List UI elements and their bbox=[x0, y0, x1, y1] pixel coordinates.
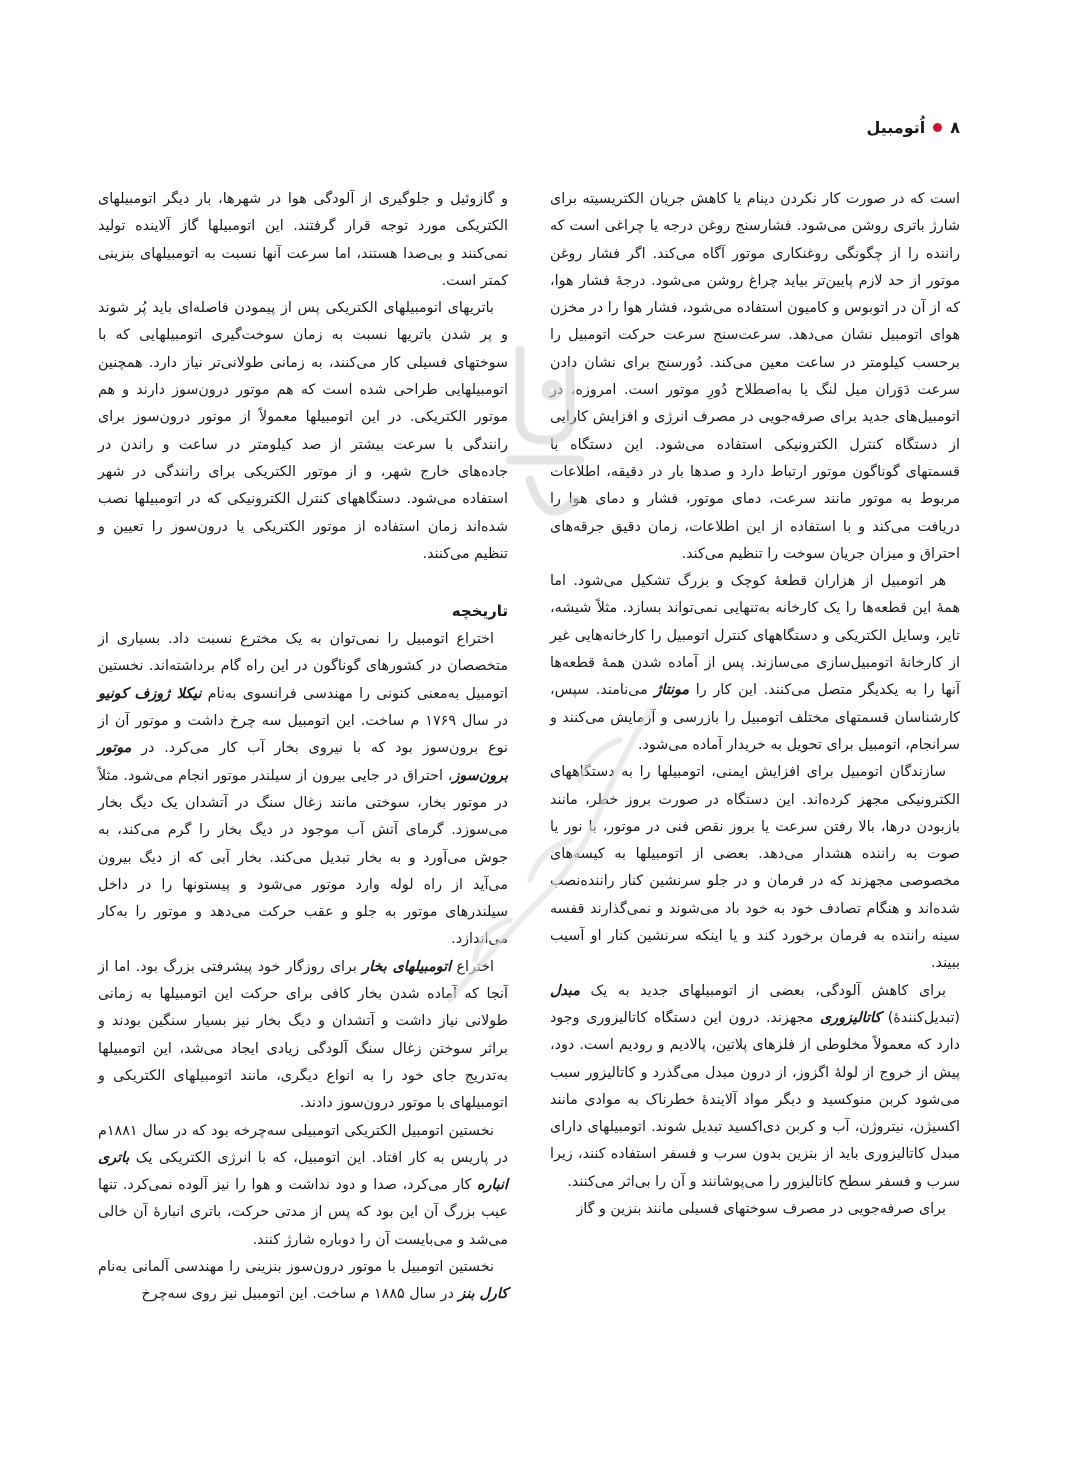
paragraph: و گازوئیل و جلوگیری از آلودگی هوا در شهرها، بار دیگر اتومبیلهای الکتریکی مورد توجه قرار گرفتند. این اتومبیلها گاز آلاینده تولید نمی‌کنند و بی‌صدا هستند، اما سرعت آنها نسبت به اتومبیلهای بنزینی کمتر است. bbox=[98, 191, 508, 289]
bold-term: مبدل bbox=[550, 982, 580, 999]
bold-term: اتومبیلهای بخار bbox=[362, 958, 452, 975]
bold-term: موتور برون‌سوز bbox=[98, 740, 508, 784]
page-header bbox=[866, 118, 960, 137]
paragraph: هر اتومبیل از هزاران قطعهٔ کوچک و بزرگ تشکیل می‌شود. اما همهٔ این قطعه‌ها را یک کارخانه به‌تنهایی نمی‌تواند بسازد. مثلاً شیشه، تایر، وسایل الکتریکی و دستگاههای کنترل اتومبیل را کارخانه‌هایی غیر از کارخانهٔ اتومبیل‌سازی می‌سازند. پس از آماده شدن همهٔ قطعه‌ها آنها را به یکدیگر متصل می‌کنند. این کار را مونتاژ می‌نامند. سپس، کارشناسان قسمتهای مختلف اتومبیل را بازرسی و آزمایش می‌کنند و سرانجام، اتومبیل برای تحویل به خریدار آماده می‌شود. bbox=[550, 573, 961, 753]
paragraph: باتریهای اتومبیلهای الکتریکی پس از پیمودن فاصله‌ای باید پُر شوند و پر شدن باتریها نسبت به زمان سوخت‌گیری اتومبیلهایی که با سوختهای فسیلی کار می‌کنند، به زمانی طولانی‌تر نیاز دارد. همچنین اتومبیلهایی طراحی شده است که هم موتور درون‌سوز دارند و هم موتور الکتریکی. در این اتومبیلها معمولاً از موتور درون‌سوز برای رانندگی با سرعت بیشتر از صد کیلومتر در ساعت و راندن در جاده‌های خارج شهر، و از موتور الکتریکی برای رانندگی در شهر استفاده می‌شود. دستگاههای کنترل الکترونیکی که در اتومبیلها نصب شده‌اند زمان استفاده از موتور الکتریکی یا درون‌سوز را تعیین و تنظیم می‌کنند. bbox=[98, 300, 508, 562]
bold-term: مونتاژ bbox=[654, 682, 690, 699]
header-dot-icon bbox=[933, 123, 942, 132]
paragraph: اختراع اتومبیلهای بخار برای روزگار خود پیشرفتی بزرگ بود. اما از آنجا که آماده شدن بخار کافی برای حرکت این اتومبیلها به زمانی طولانی نیاز داشت و آتشدان و دیگ بخار نیز بسیار سنگین بودند و براثر سوختن زغال سنگ آلودگی زیادی ایجاد می‌شد، این اتومبیلها به‌تدریج جای خود را به انواع دیگری، مانند اتومبیلهای الکتریکی و اتومبیلهای با موتور درون‌سوز دادند. bbox=[98, 958, 508, 1112]
section-heading: تاریخچه bbox=[451, 602, 508, 621]
paragraph: اختراع اتومبیل را نمی‌توان به یک مخترع نسبت داد. بسیاری از متخصصان در کشورهای گوناگون در این راه گام برداشته‌اند. نخستین اتومبیل به‌معنی کنونی را مهندسی فرانسوی به‌نام نیکلا ژوزف کونیو در سال ۱۷۶۹ م ساخت. این اتومبیل سه چرخ داشت و موتور آن از نوع برون‌سوز بود که با نیروی بخار آب کار می‌کرد. در موتور برون‌سوز، احتراق در جایی بیرون از سیلندر موتور انجام می‌شود. مثلاً در موتور بخار، سوختی مانند زغال سنگ در آتشدان یک دیگ بخار می‌سوزد. گرمای آتش آب موجود در دیگ بخار را گرم می‌کند، به جوش می‌آورد و به بخار تبدیل می‌کند. بخار آبی که از دیگ بیرون می‌آید از راه لوله وارد موتور می‌شود و پیستونها را در داخل سیلندرهای موتور به جلو و عقب حرکت می‌دهد و موتور را به‌کار می‌اندازد. bbox=[98, 631, 508, 948]
paragraph: است که در صورت کار نکردن دینام یا کاهش جریان الکتریسیته برای شارژ باتری روشن می‌شود. فشارسنج روغن درجه یا چراغی است که راننده را از چگونگی روغنکاری موتور آگاه می‌کند. اگر فشار روغن موتور از حد لازم پایین‌تر بیاید چراغ روشن می‌شود. درجهٔ فشار هوا، که از آن در اتوبوس و کامیون استفاده می‌شود، فشار هوا را در مخزن هوای اتومبیل نشان می‌دهد. سرعت‌سنج سرعت حرکت اتومبیل را برحسب کیلومتر در ساعت معین می‌کند. دُورسنج برای نشان دادن سرعت دَوَران میل لنگ یا به‌اصطلاح دُورِ موتور است. امروزه، در اتومبیل‌های جدید برای صرفه‌جویی در مصرف انرژی و افزایش کارایی از دستگاه کنترل الکترونیکی استفاده می‌شود. این دستگاه با قسمتهای گوناگون موتور ارتباط دارد و صدها بار در دقیقه، اطلاعات مربوط به موتور مانند سرعت، دمای موتور، فشار و دمای هوا را دریافت می‌کند و با استفاده از این اطلاعات، زمان دقیق جرقه‌های احتراق و میزان جریان سوخت را تنظیم می‌کند. bbox=[550, 191, 960, 562]
paragraph: نخستین اتومبیل با موتور درون‌سوز بنزینی را مهندسی آلمانی به‌نام کارل بنز در سال ۱۸۸۵ م ساخت. این اتومبیل نیز روی سه‌چرخ bbox=[98, 1258, 508, 1303]
paragraph: برای صرفه‌جویی در مصرف سوختهای فسیلی مانند بنزین و گاز bbox=[576, 1200, 946, 1217]
bold-term: کاتالیزوری bbox=[820, 1009, 882, 1026]
paragraph: نخستین اتومبیل الکتریکی اتومبیلی سه‌چرخه بود که در سال ۱۸۸۱م در پاریس به کار افتاد. این اتومبیل، که با انرژی الکتریکی یک باتری انباره کار می‌کرد، صدا و دود نداشت و هوا را نیز آلوده نمی‌کرد. تنها عیب بزرگ آن این بود که پس از مدتی حرکت، باتری انبارهٔ آن خالی می‌شد و می‌بایست آن را دوباره شارژ کنند. bbox=[98, 1122, 508, 1248]
right-column bbox=[550, 186, 960, 1223]
page-number: ۸ bbox=[950, 118, 960, 137]
bold-term: باتری انباره bbox=[98, 1149, 508, 1194]
left-column bbox=[98, 186, 508, 1309]
paragraph: برای کاهش آلودگی، بعضی از اتومبیلهای جدید به یک مبدل (تبدیل‌کنندهٔ) کاتالیزوری مجهزند. درون این دستگاه کاتالیزوری وجود دارد که معمولاً مخلوطی از فلزهای پلاتین، پالادیم و رودیم است. دود، پیش از خروج از لولهٔ اگزوز، از درون مبدل می‌گذرد و کاتالیزور سبب می‌شود کربن منوکسید و دیگر مواد آلایندهٔ خطرناک به موادی مانند اکسیژن، نیتروژن، آب و کربن دی‌اکسید تبدیل شوند. اتومبیلهای دارای مبدل کاتالیزوری باید از بنزین بدون سرب و فسفر استفاده کنند، زیرا سرب و فسفر سطح کاتالیزور را می‌پوشانند و آن را بی‌اثر می‌کنند. bbox=[550, 982, 960, 1190]
bold-term: نیکلا ژوزف کونیو bbox=[98, 685, 202, 702]
bold-term: کارل بنز bbox=[458, 1286, 508, 1303]
paragraph: سازندگان اتومبیل برای افزایش ایمنی، اتومبیلها را به دستگاههای الکترونیکی مجهز کرده‌اند. این دستگاه در صورت بروز خطر، مانند بازبودن درها، بالا رفتن سرعت یا بروز نقص فنی در موتور، با نور یا صوت به راننده هشدار می‌دهد. بعضی از اتومبیلها به کیسه‌های مخصوصی مجهزند که در فرمان و در جلو سرنشین کنار راننده‌نصب شده‌اند و هنگام تصادف خود به خود باد می‌شوند و نمی‌گذارند قفسه سینه راننده به فرمان برخورد کند و یا اینکه سرنشین کنار او آسیب ببیند. bbox=[550, 764, 960, 972]
page-title: اُتومبیل bbox=[866, 118, 926, 137]
